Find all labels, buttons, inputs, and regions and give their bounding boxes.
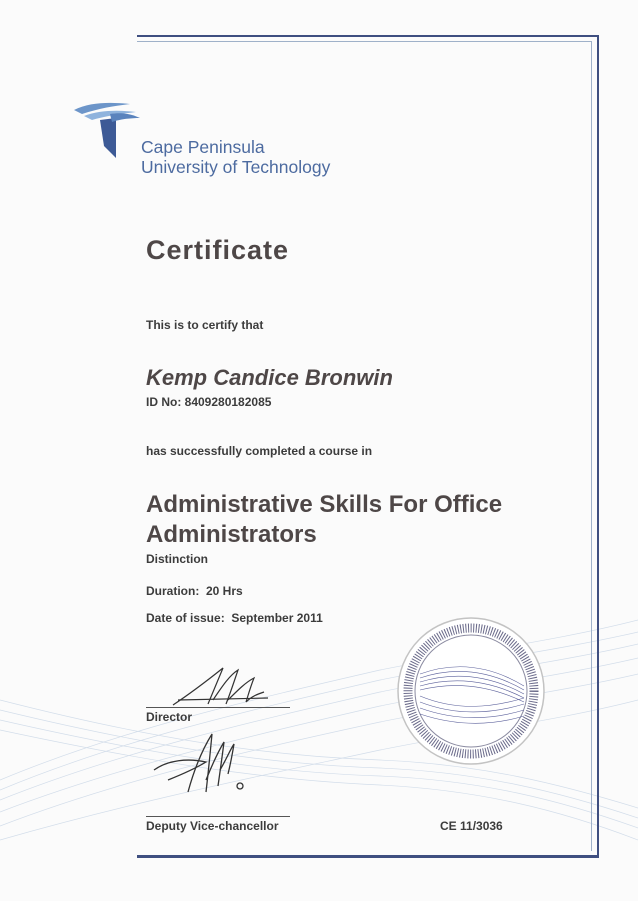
deputy-vice-chancellor-signature-line	[146, 816, 290, 817]
certificate-title: Certificate	[146, 235, 290, 265]
issue-label: Date of issue:	[146, 611, 225, 625]
completed-text: has successfully completed a course in	[146, 444, 373, 458]
result-text: Distinction	[146, 552, 208, 566]
duration-value: 20 Hrs	[206, 584, 243, 598]
recipient-id: ID No: 8409280182085	[146, 395, 272, 409]
recipient-name: Kemp Candice Bronwin	[146, 365, 393, 390]
institution-name-line2: University of Technology	[141, 157, 331, 177]
course-title: Administrative Skills For Office Administrators	[146, 491, 503, 548]
director-title: Director	[146, 710, 193, 724]
institution-name-line1: Cape Peninsula	[141, 137, 265, 157]
university-seal-icon	[396, 616, 546, 766]
certify-text: This is to certify that	[146, 318, 264, 332]
deputy-vice-chancellor-signature-icon	[148, 730, 258, 800]
director-signature-line	[146, 707, 290, 708]
institution-name	[141, 137, 330, 177]
director-signature-icon	[168, 660, 278, 710]
certificate-reference: CE 11/3036	[440, 819, 503, 833]
duration-row	[146, 584, 243, 598]
deputy-vice-chancellor-title: Deputy Vice-chancellor	[146, 819, 279, 833]
issue-row	[146, 611, 323, 625]
issue-value: September 2011	[231, 611, 323, 625]
duration-label: Duration:	[146, 584, 200, 598]
university-logo-icon	[70, 98, 142, 160]
